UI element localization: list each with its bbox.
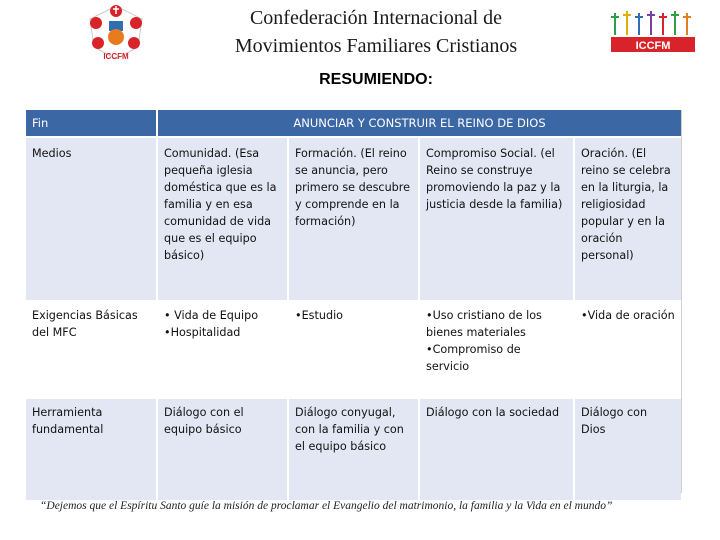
table-cell: • Vida de Equipo •Hospitalidad [157,301,288,398]
section-title: RESUMIENDO: [319,71,433,88]
table-row-exigencias [26,301,681,398]
header-title [170,4,582,60]
iccfm-logo-right [603,5,699,55]
table-cell: Diálogo conyugal, con la familia y con el equipo básico [288,398,419,500]
header-label-cell [26,110,157,137]
summary-table [26,110,682,493]
table-cell: Oración. (El reino se celebra en la liturgia, la religiosidad popular y en la oración personal) [574,137,681,301]
header-label: Fin [32,115,49,130]
table-cell: •Estudio [288,301,419,398]
row-label: Medios [26,137,157,301]
header-title-line1: Confederación Internacional de [249,7,503,29]
table-cell: Diálogo con Dios [574,398,681,500]
row-label: Herramienta fundamental [26,398,157,500]
table-cell: Comunidad. (Esa pequeña iglesia doméstica que es la familia y en esa comunidad de vida que es el equipo básico) [157,137,288,301]
logo-left-text: ICCFM [103,52,129,61]
header-value: ANUNCIAR Y CONSTRUIR EL REINO DE DIOS [293,115,546,130]
header-title-line2: Movimientos Familiares Cristianos [234,35,518,57]
table-header-row [26,110,681,137]
logo-right-text: ICCFM [635,40,671,52]
table-row-herramienta [26,398,681,500]
table-row-medios [26,137,681,301]
table-cell: Formación. (El reino se anuncia, pero primero se descubre y comprende en la formación) [288,137,419,301]
table-cell: •Vida de oración [574,301,681,398]
footer-quote: “Dejemos que el Espíritu Santo guíe la misión de proclamar el Evangelio del matrimonio, la familia y la Vida en el mundo” [40,500,613,512]
header-value-cell [157,110,681,137]
table-cell: Diálogo con la sociedad [419,398,574,500]
row-label: Exigencias Básicas del MFC [26,301,157,398]
table-cell: Compromiso Social. (el Reino se construye promoviendo la paz y la justicia desde la familia) [419,137,574,301]
table-cell: •Uso cristiano de los bienes materiales •Compromiso de servicio [419,301,574,398]
table-cell: Diálogo con el equipo básico [157,398,288,500]
iccfm-logo-left [76,3,156,63]
